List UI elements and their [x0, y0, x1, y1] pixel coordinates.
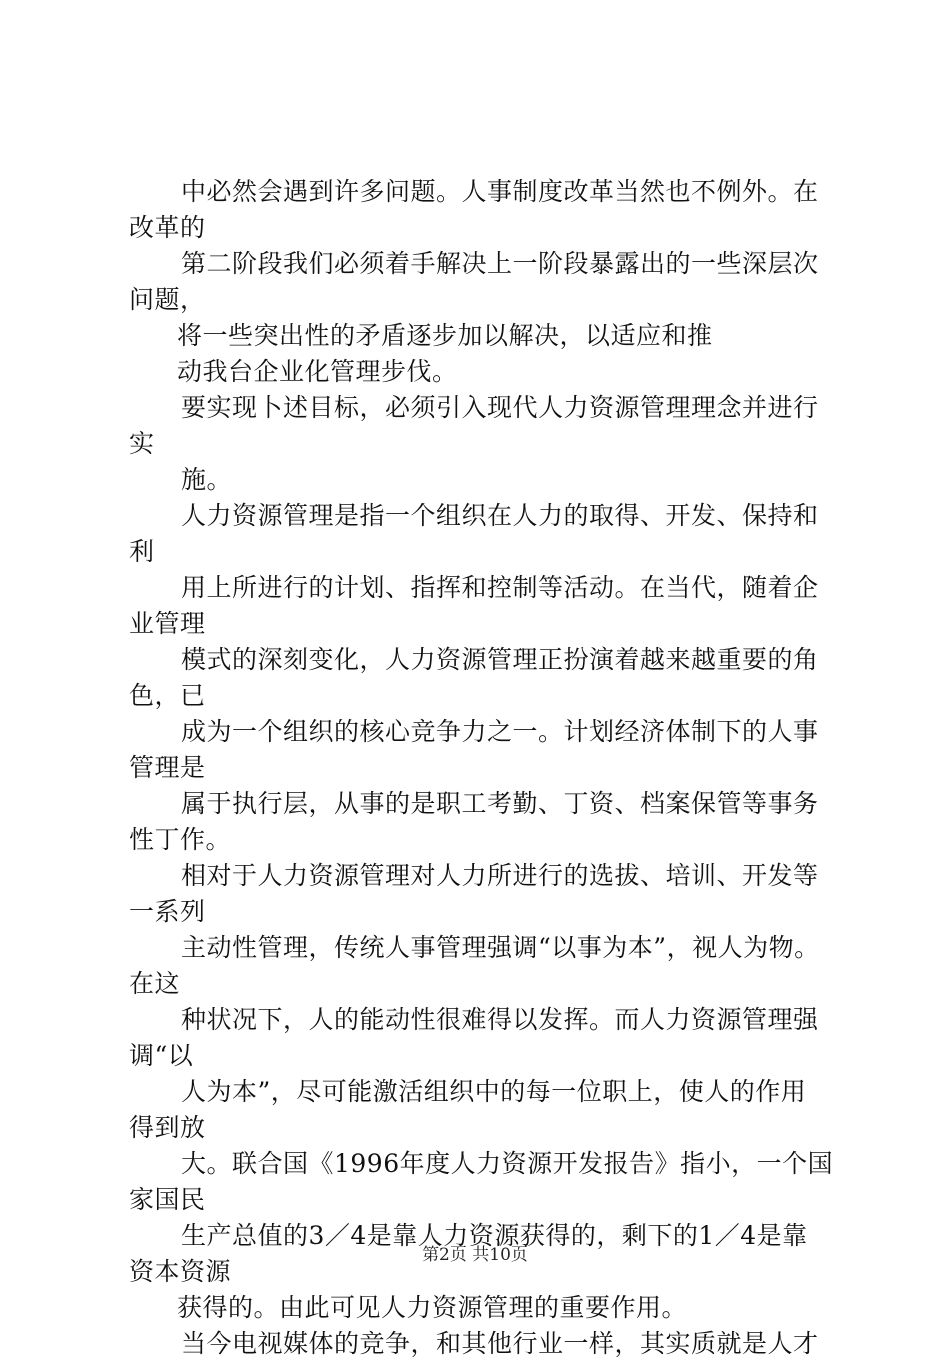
text-line: 生产总值的3／4是靠人力资源获得的，剩下的1／4是靠	[181, 1221, 808, 1250]
text-line: 大。联合国《1996年度人力资源开发报告》指小，一个国	[181, 1149, 834, 1178]
text-line: 主动性管理，传统人事管理强调“以事为本”，视人为物。	[181, 933, 820, 962]
text-line: 资本资源	[129, 1257, 232, 1286]
text-line: 第二阶段我们必须着手解决上一阶段暴露出的一些深层次	[181, 249, 819, 278]
text-line: 模式的深刻变化，人力资源管理正扮演着越来越重要的角	[181, 645, 819, 674]
text-line: 业管理	[129, 609, 206, 638]
text-line: 在这	[129, 969, 181, 998]
document-body	[129, 174, 839, 1362]
text-line: 实	[129, 429, 155, 458]
text-line: 中必然会遇到许多问题。人事制度改革当然也不例外。在	[181, 177, 819, 206]
text-line: 色，已	[129, 681, 206, 710]
text-line: 改革的	[129, 213, 206, 242]
text-line: 调“以	[129, 1041, 194, 1070]
text-line: 人为本”，尽可能激活组织中的每一位职上，使人的作用	[181, 1077, 807, 1106]
text-line: 家国民	[129, 1185, 206, 1214]
text-line: 种状况下，人的能动性很难得以发挥。而人力资源管理强	[181, 1005, 819, 1034]
text-line: 将一些突出性的矛盾逐步加以解决，以适应和推	[177, 321, 713, 350]
text-line: 属于执行层，从事的是职工考勤、丁资、档案保管等事务	[181, 789, 819, 818]
text-line: 管理是	[129, 753, 206, 782]
text-line: 成为一个组织的核心竞争力之一。计划经济体制下的人事	[181, 717, 819, 746]
text-line: 问题，	[129, 285, 206, 314]
text-line: 施。	[181, 465, 233, 494]
text-line: 性丁作。	[129, 825, 232, 854]
text-line: 人力资源管理是指一个组织在人力的取得、开发、保持和	[181, 501, 819, 530]
text-line: 当今电视媒体的竞争，和其他行业一样，其实质就是人才	[181, 1329, 819, 1358]
text-line: 得到放	[129, 1113, 206, 1142]
text-line: 获得的。由此可见人力资源管理的重要作用。	[177, 1293, 688, 1322]
page-footer: 第2页 共10页	[422, 1245, 528, 1265]
text-line: 相对于人力资源管理对人力所进行的选拔、培训、开发等	[181, 861, 819, 890]
text-line: 动我台企业化管理步伐。	[177, 357, 458, 386]
text-line: 一系列	[129, 897, 206, 926]
text-line: 利	[129, 537, 155, 566]
text-line: 要实现卜述目标，必须引入现代人力资源管理理念并进行	[181, 393, 819, 422]
text-line: 用上所进行的计划、指挥和控制等活动。在当代，随着企	[181, 573, 819, 602]
